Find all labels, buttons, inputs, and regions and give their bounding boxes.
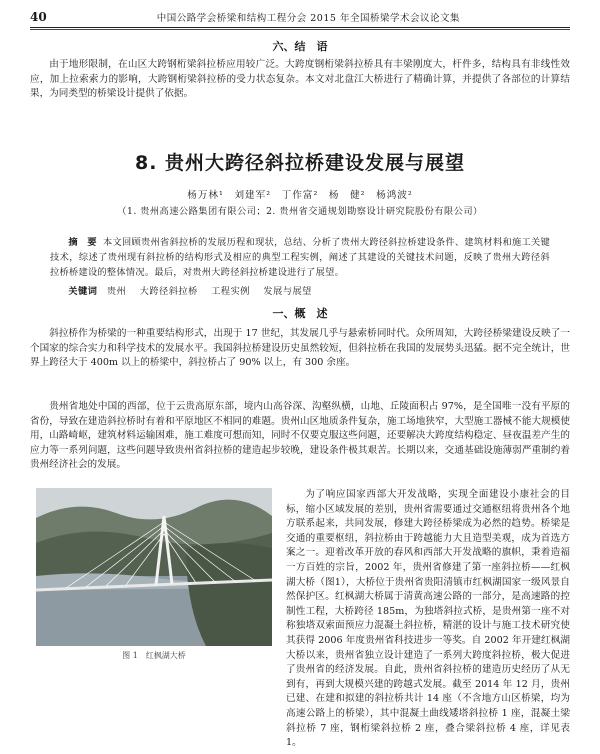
article-authors: 杨万林¹ 刘建军² 丁作富² 杨 健² 杨鸿波²: [187, 190, 413, 201]
intro-paragraph-2: 贵州省地处中国的西部，位于云贵高原东部，境内山高谷深、沟壑纵横，山地、丘陵面积占 97%，是全国唯一没有平原的省份，导致在建造斜拉桥时有着和平原地区不相同的难题。贵州山区地质条件复杂，施工场地狭窄，大型施工器械不能大规模使用，山路崎岖，建筑材料运输困难，施工难度可想而知，同时不仅要克服这些问题，还要解决大跨度结构稳定、昼夜温差产生的应力等一系列问题，这些问题导致贵州省斜拉桥的建造起步较晚，建设条件极其艰苦。长期以来，交通基础设施薄弱严重制约着贵州经济社会的发展。: [30, 401, 570, 471]
section-heading: 一、概 述: [272, 307, 328, 320]
abstract-text: 本文回顾贵州省斜拉桥的发展历程和现状，总结、分析了贵州大跨径斜拉桥建设条件、建筑材料和施工关键技术，综述了贵州现有斜拉桥的结构形式及相应的典型工程实例，阐述了其建设的关键技术问题，反映了贵州大跨径斜拉桥桥建设的整体情况。最后，对贵州大跨径斜拉桥建设进行了展望。: [50, 237, 550, 278]
figure-caption: 图 1 红枫湖大桥: [122, 651, 186, 660]
bridge-photo-illustration: [36, 488, 272, 646]
abstract: [50, 235, 550, 280]
keywords: [50, 283, 550, 297]
keywords-label: 关键词: [68, 286, 98, 297]
keyword: 发展与展望: [263, 286, 312, 297]
intro-paragraph-1: 斜拉桥作为桥梁的一种重要结构形式，出现于 17 世纪，其发展几乎与悬索桥同时代。众所周知，大跨径桥梁建设反映了一个国家的综合实力和科学技术的发展水平。我国斜拉桥建设历史虽然较短，但斜拉桥在我国的发展势头迅猛。据不完全统计，世界上跨径大于 400m 以上的桥梁中，斜拉桥占了 90% 以上，有 300 余座。: [30, 328, 570, 369]
article-affiliations: （1. 贵州高速公路集团有限公司；2. 贵州省交通规划勘察设计研究院股份有限公司）: [117, 206, 483, 217]
figure-bridge-photo: [36, 488, 272, 646]
journal-title: 中国公路学会桥梁和结构工程分会 2015 年全国桥梁学术会议论文集: [156, 13, 460, 24]
header-rule: [30, 27, 570, 28]
keyword: 大跨径斜拉桥: [139, 286, 198, 297]
keyword: 贵州: [106, 286, 127, 297]
intro-paragraph-3: 为了响应国家西部大开发战略，实现全面建设小康社会的目标，缩小区域发展的差别，贵州省需要通过交通枢纽将贵州各个地方联系起来，共同发展，修建大跨径桥梁成为必然的趋势。桥梁是交通的重要枢纽，斜拉桥由于跨越能力大且造型美观，成为首选方案之一。迎着改革开放的春风和西部大开发战略的旗帜，秉着造福一方百姓的宗旨，2002 年，贵州省修建了第一座斜拉桥——红枫湖大桥（图1），大桥位于贵州省贵阳清镇市红枫湖国家一级风景自然保护区。红枫湖大桥属于清黄高速公路的一部分，是高速路的控制性工程，大桥跨径 185m，为独塔斜拉式桥，是贵州第一座不对称独塔双索面预应力混凝土斜拉桥，精湛的设计与施工技术研究使其获得 2006 年度贵州省科技进步一等奖。自 2002 年开建红枫湖大桥以来，贵州省独立设计建造了一系列大跨度斜拉桥，极大促进了贵州省的经济发展。自此，贵州省斜拉桥的建造历史经历了从无到有，再到大规模兴建的跨越式发展。截至 2014 年 12 月，贵州已建、在建和拟建的斜拉桥共计 14 座（不含地方山区桥梁，均为高速公路上的桥梁），其中混凝土曲线矮塔斜拉桥 1 座，混凝土梁斜拉桥 7 座，钢桁梁斜拉桥 2 座，叠合梁斜拉桥 4 座，详见表 1。: [286, 489, 570, 749]
running-header: [30, 8, 570, 26]
keyword: 工程实例: [211, 286, 250, 297]
page-number: 40: [30, 10, 47, 24]
header-rule-thin: [30, 29, 570, 30]
prev-section-heading: 六、结 语: [272, 40, 328, 53]
prev-section-text: 由于地形限制，在山区大跨钢桁梁斜拉桥应用较广泛。大跨度钢桁梁斜拉桥具有丰梁刚度大，杆件多，结构具有非线性效应，加上拉索索力的影响，大跨钢桁梁斜拉桥的受力状态复杂。本文对北盘江大桥进行了精确计算，并提供了各部位的计算结果，为同类型的桥梁设计提供了依据。: [30, 59, 570, 100]
abstract-label: 摘 要: [68, 237, 97, 248]
article-title: 8. 贵州大跨径斜拉桥建设发展与展望: [134, 152, 466, 174]
